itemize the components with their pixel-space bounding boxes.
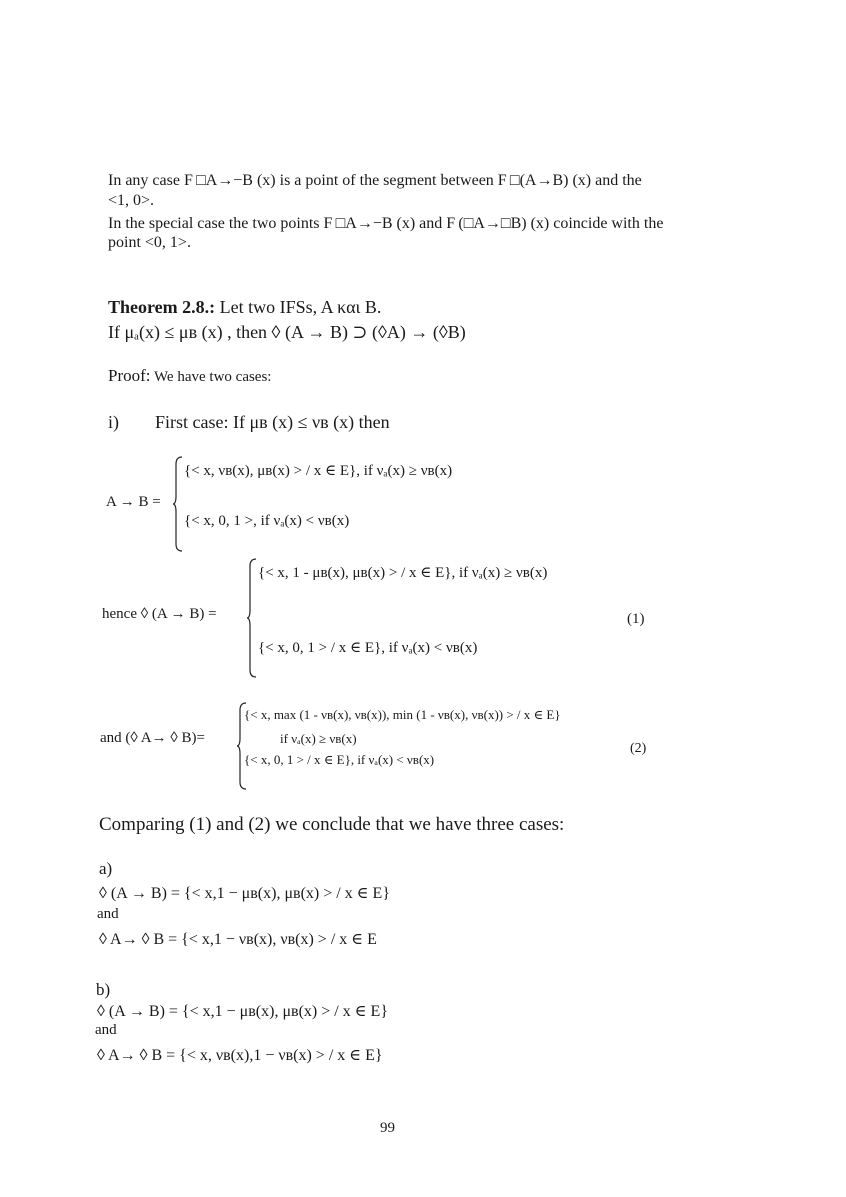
case-i-number: i) [108, 412, 119, 432]
case-b-eq-1: ◊ (A → B) = {< x,1 − μʙ(x), μʙ(x) > / x ∈ E} [97, 1003, 388, 1020]
comparing-sentence: Comparing (1) and (2) we conclude that we have three cases: [99, 814, 565, 835]
eq-ab-lhs: A → B = [106, 494, 161, 510]
proof-line [108, 366, 271, 386]
eq-1-row-1: {< x, 1 - μʙ(x), μʙ(x) > / x ∈ E}, if νₐ(x) ≥ νʙ(x) [258, 565, 548, 581]
proof-text: We have two cases: [150, 369, 272, 385]
case-b-label: b) [96, 980, 111, 999]
eq-1-brace [246, 558, 258, 678]
eq-1-row-2: {< x, 0, 1 > / x ∈ E}, if νₐ(x) < νʙ(x) [258, 640, 478, 656]
case-i-text: First case: If μʙ (x) ≤ νʙ (x) then [155, 412, 390, 432]
eq-1-tag: (1) [627, 611, 645, 627]
eq-2-row-1: {< x, max (1 - νʙ(x), νʙ(x)), min (1 - νʙ(x), νʙ(x)) > / x ∈ E} [244, 707, 561, 722]
intro-line-3: In the special case the two points F □A→−B (x) and F (□A→□B) (x) coincide with the [108, 215, 664, 232]
intro-line-4: point <0, 1>. [108, 234, 191, 251]
eq-2-row-2: if νₐ(x) ≥ νʙ(x) [280, 731, 357, 746]
intro-line-2: <1, 0>. [108, 192, 155, 209]
eq-2-lhs: and (◊ A→ ◊ B)= [100, 730, 205, 746]
theorem-text: Let two IFSs, A και B. [215, 297, 382, 317]
theorem-statement: If μₐ(x) ≤ μʙ (x) , then ◊ (A → B) ⊃ (◊A) → (◊B) [108, 322, 466, 342]
eq-ab-brace [172, 456, 184, 552]
eq-ab-row-1: {< x, νʙ(x), μʙ(x) > / x ∈ E}, if νₐ(x) ≥ νʙ(x) [184, 463, 453, 479]
case-a-eq-2: ◊ A→ ◊ B = {< x,1 − νʙ(x), νʙ(x) > / x ∈ E [99, 931, 377, 948]
proof-label: Proof: [108, 366, 151, 385]
theorem-label: Theorem 2.8.: [108, 297, 216, 317]
eq-1-lhs: hence ◊ (A → B) = [102, 606, 217, 622]
eq-ab-row-2: {< x, 0, 1 >, if νₐ(x) < νʙ(x) [184, 513, 350, 529]
case-a-and: and [97, 906, 119, 922]
case-a-eq-1: ◊ (A → B) = {< x,1 − μʙ(x), μʙ(x) > / x ∈ E} [99, 885, 390, 902]
eq-2-tag: (2) [630, 741, 647, 756]
page-number: 99 [380, 1120, 395, 1136]
case-b-eq-2: ◊ A→ ◊ B = {< x, νʙ(x),1 − νʙ(x) > / x ∈ E} [97, 1047, 383, 1064]
eq-2-row-3: {< x, 0, 1 > / x ∈ E}, if νₐ(x) < νʙ(x) [244, 752, 435, 767]
case-b-and: and [95, 1022, 117, 1038]
case-a-label: a) [99, 859, 113, 878]
theorem-heading [108, 297, 381, 318]
intro-line-1: In any case F □A→−B (x) is a point of the segment between F □(A→B) (x) and the [108, 172, 642, 189]
